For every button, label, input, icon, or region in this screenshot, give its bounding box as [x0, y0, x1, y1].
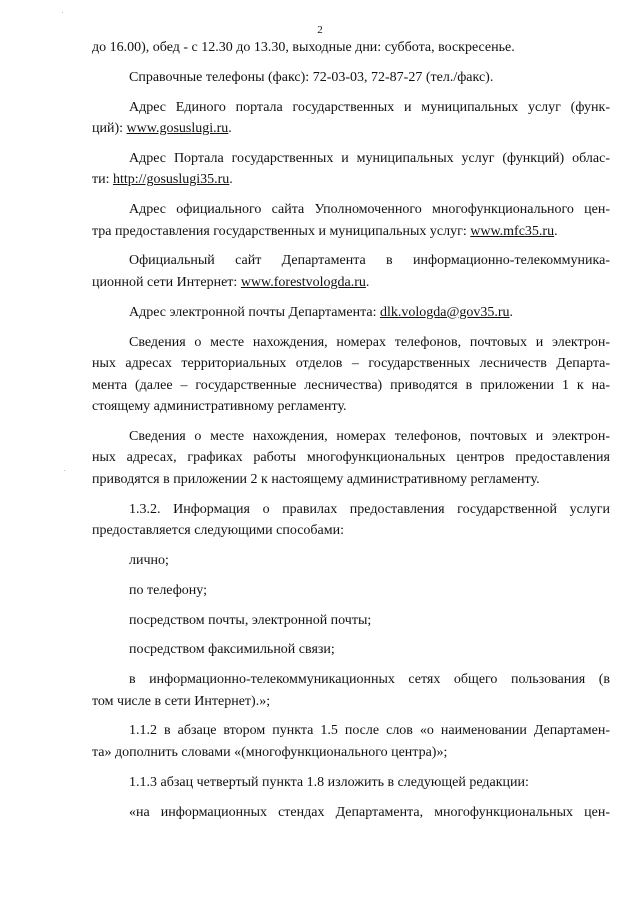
paragraph-amendment-1-1-3	[92, 772, 610, 794]
text-line: Адрес Портала государственных и муниципальных услуг (функций) облас-	[129, 150, 610, 166]
paragraph-mfc-site	[92, 199, 610, 242]
text-line	[92, 302, 610, 324]
paragraph-amendment-1-1-2	[92, 720, 610, 763]
text-fragment: тра предоставления государственных и муниципальных услуг:	[92, 223, 471, 239]
list-item-fax	[92, 639, 610, 661]
text-line: 1.1.3 абзац четвертый пункта 1.8 изложить в следующей редакции:	[129, 774, 529, 790]
text-line: до 16.00), обед - с 12.30 до 13.30, выходные дни: суббота, воскресенье.	[92, 40, 515, 55]
text-line: в информационно-телекоммуникационных сетях общего пользования (в	[129, 672, 610, 688]
scan-speck	[64, 470, 65, 471]
paragraph-mfc-offices	[92, 426, 610, 491]
text-line: стоящему административному регламенту.	[92, 399, 347, 415]
paragraph-email	[92, 302, 610, 324]
text-line	[92, 118, 610, 140]
forestvologda-link[interactable]: www.forestvologda.ru	[240, 274, 366, 290]
scan-speck	[62, 12, 63, 13]
text-line: посредством почты, электронной почты;	[129, 612, 372, 628]
text-fragment: .	[229, 172, 233, 188]
list-item-internet	[92, 669, 610, 712]
paragraph-working-hours	[92, 37, 610, 59]
text-line: «на информационных стендах Департамента, многофункциональных цен-	[129, 804, 610, 820]
text-line	[92, 169, 610, 191]
paragraph-info-stands	[92, 802, 610, 824]
paragraph-forestry-offices	[92, 332, 610, 418]
text-line: Сведения о месте нахождения, номерах телефонов, почтовых и электрон-	[129, 334, 610, 350]
text-line: предоставляется следующими способами:	[92, 523, 344, 539]
mfc35-link[interactable]: www.mfc35.ru	[470, 223, 555, 239]
text-line: том числе в сети Интернет).»;	[92, 693, 271, 709]
paragraph-unified-portal	[92, 97, 610, 140]
paragraph-info-methods	[92, 499, 610, 542]
text-fragment: .	[365, 274, 370, 290]
text-fragment: .	[554, 223, 558, 239]
text-line	[92, 272, 610, 294]
text-fragment: ционной сети Интернет:	[92, 274, 241, 290]
text-line: 1.1.2 в абзаце втором пункта 1.5 после слов «о наименовании Департамен-	[129, 723, 610, 739]
text-line: Адрес официального сайта Уполномоченного многофункционального цен-	[129, 202, 610, 218]
text-line: Официальный сайт Департамента в информационно-телекоммуника-	[129, 253, 610, 269]
paragraph-regional-portal	[92, 148, 610, 191]
gosuslugi35-link[interactable]: http://gosuslugi35.ru	[113, 172, 230, 188]
text-fragment: Адрес электронной почты Департамента:	[129, 304, 380, 320]
text-line: лично;	[129, 552, 169, 568]
text-line: посредством факсимильной связи;	[129, 642, 335, 658]
list-item-mail	[92, 610, 610, 632]
gosuslugi-link[interactable]: www.gosuslugi.ru	[126, 121, 229, 137]
document-body	[92, 37, 610, 831]
text-line: Справочные телефоны (факс): 72-03-03, 72-87-27 (тел./факс).	[129, 69, 494, 85]
text-line: по телефону;	[129, 582, 207, 598]
email-link[interactable]: dlk.vologda@gov35.ru	[379, 304, 510, 320]
text-line: приводятся в приложении 2 к настоящему административному регламенту.	[92, 471, 540, 487]
page-number: 2	[317, 24, 323, 36]
text-line	[92, 221, 610, 243]
paragraph-department-site	[92, 250, 610, 293]
text-line: Адрес Единого портала государственных и муниципальных услуг (функ-	[129, 99, 610, 115]
text-line: та» дополнить словами «(многофункционального центра)»;	[92, 744, 448, 760]
text-fragment: ций):	[92, 121, 127, 137]
text-line: Сведения о месте нахождения, номерах телефонов, почтовых и электрон-	[129, 428, 610, 444]
list-item-in-person	[92, 550, 610, 572]
text-fragment: .	[509, 304, 514, 320]
text-line: 1.3.2. Информация о правилах предоставления государственной услуги	[129, 501, 610, 517]
list-item-phone	[92, 580, 610, 602]
text-line: ных адресах, графиках работы многофункциональных центров предоставления	[92, 450, 610, 466]
text-fragment: ти:	[92, 172, 113, 188]
text-fragment: .	[228, 121, 232, 137]
text-line: мента (далее – государственные лесничества) приводятся в приложении 1 к на-	[92, 377, 610, 393]
text-line: ных адресах территориальных отделов – государственных лесничеств Департа-	[92, 356, 610, 372]
paragraph-phones	[92, 67, 610, 89]
